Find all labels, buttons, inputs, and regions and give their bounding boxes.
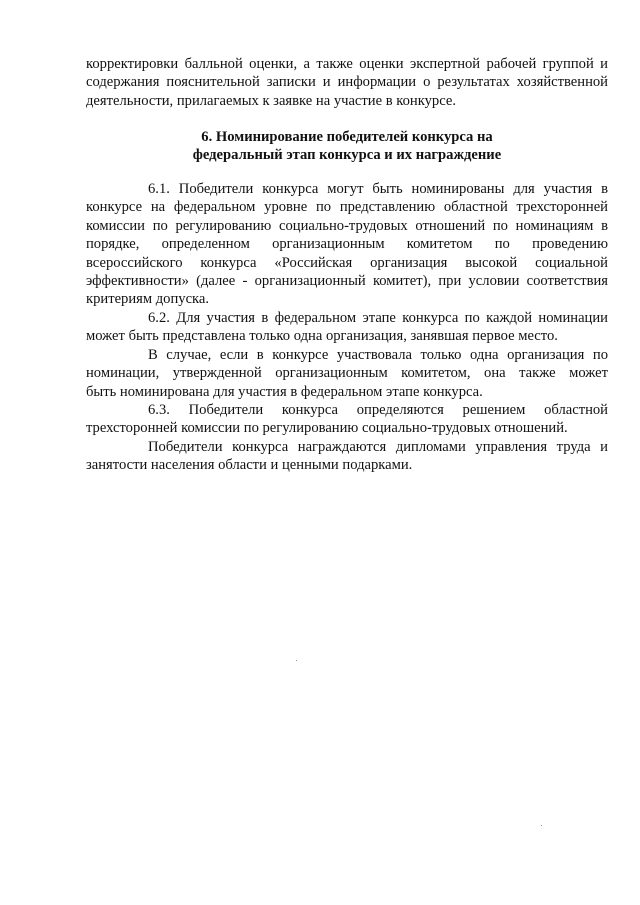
paragraph-6-1 <box>86 180 608 309</box>
text-line: деятельности, прилагаемых к заявке на участие в конкурсе. <box>86 92 456 109</box>
section-heading <box>86 128 608 165</box>
text-line: комиссии по регулированию социально-трудовых отношений по номинациям в <box>86 217 608 234</box>
text-line: эффективности» (далее - организационный комитет), при условии соответствия <box>86 272 608 289</box>
text-line: трехсторонней комиссии по регулированию социально-трудовых отношений. <box>86 420 568 437</box>
paragraph-6-2-case <box>86 346 608 401</box>
text-line: порядке, определенном организационным комитетом по проведению <box>86 236 608 253</box>
text-line: корректировки балльной оценки, а также оценки экспертной рабочей группой и <box>86 56 608 72</box>
text-line: 6.2. Для участия в федеральном этапе конкурса по каждой номинации <box>148 310 608 326</box>
paragraph-6-3 <box>86 401 608 438</box>
text-line: конкурсе на федеральном уровне по представлению областной трехсторонней <box>86 199 608 216</box>
scan-speck <box>541 825 542 826</box>
text-line: может быть представлена только одна организация, занявшая первое место. <box>86 328 558 345</box>
text-line: 6.3. Победители конкурса определяются решением областной <box>148 402 608 418</box>
paragraph-6-2 <box>86 309 608 346</box>
text-line: содержания пояснительной записки и информации о результатах хозяйственной <box>86 74 608 91</box>
text-line: номинации, утвержденной организационным комитетом, она также может <box>86 365 608 382</box>
heading-line: 6. Номинирование победителей конкурса на <box>201 129 493 145</box>
text-line: Победители конкурса награждаются дипломами управления труда и <box>148 439 608 455</box>
text-line: В случае, если в конкурсе участвовала только одна организация по <box>148 347 608 363</box>
text-line: всероссийского конкурса «Российская организация высокой социальной <box>86 254 608 271</box>
text-line: 6.1. Победители конкурса могут быть номинированы для участия в <box>148 181 608 197</box>
heading-line: федеральный этап конкурса и их награждение <box>192 147 502 164</box>
paragraph-awards <box>86 438 608 475</box>
intro-paragraph <box>86 55 608 110</box>
scan-speck <box>296 660 297 661</box>
text-line: быть номинирована для участия в федеральном этапе конкурса. <box>86 383 483 400</box>
text-line: занятости населения области и ценными подарками. <box>86 457 413 474</box>
text-line: критериям допуска. <box>86 291 210 308</box>
